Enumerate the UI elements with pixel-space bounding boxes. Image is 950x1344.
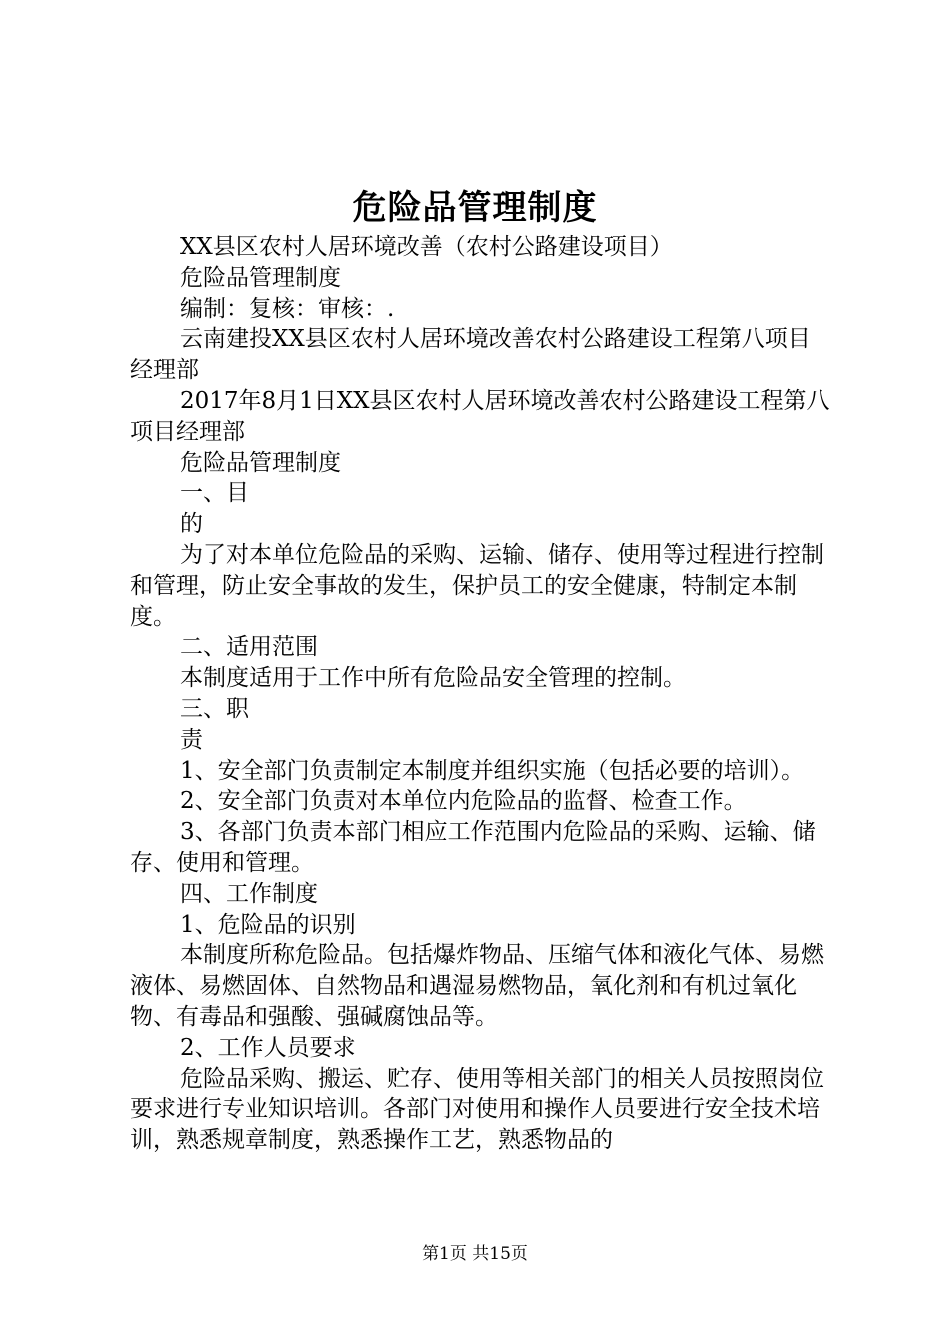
section-heading: 二、适用范围 <box>180 634 318 661</box>
paragraph: 本制度适用于工作中所有危险品安全管理的控制。 <box>180 665 686 692</box>
page-number: 第1页 共15页 <box>422 1244 528 1264</box>
list-item: 2、安全部门负责对本单位内危险品的监督、检查工作。 <box>180 788 747 815</box>
paragraph: 为了对本单位危险品的采购、运输、储存、使用等过程进行控制和管理，防止安全事故的发生，保护员工的安全健康，特制定本制度。 <box>130 541 824 630</box>
subsection-heading: 2、工作人员要求 <box>180 1034 356 1061</box>
section-heading: 四、工作制度 <box>180 880 318 907</box>
section-heading: 责 <box>180 726 203 753</box>
paragraph: 2017年8月1日XX县区农村人居环境改善农村公路建设工程第八项目经理部 <box>130 387 830 445</box>
paragraph: 危险品管理制度 <box>180 449 341 476</box>
list-item: 3、各部门负责本部门相应工作范围内危险品的采购、运输、储存、使用和管理。 <box>130 819 816 876</box>
subsection-heading: 1、危险品的识别 <box>180 911 356 938</box>
section-heading: 一、目 <box>180 480 249 507</box>
document-body <box>130 232 830 1156</box>
paragraph: 编制：复核：审核：. <box>180 295 395 322</box>
page-title: 危险品管理制度 <box>352 188 598 228</box>
paragraph: 危险品采购、搬运、贮存、使用等相关部门的相关人员按照岗位要求进行专业知识培训。各部门对使用和操作人员要进行安全技术培训，熟悉规章制度，熟悉操作工艺，熟悉物品的 <box>130 1065 824 1154</box>
paragraph: 云南建投XX县区农村人居环境改善农村公路建设工程第八项目经理部 <box>130 326 811 384</box>
section-heading: 的 <box>180 511 203 538</box>
paragraph: 危险品管理制度 <box>180 264 341 291</box>
section-heading: 三、职 <box>180 695 249 722</box>
list-item: 1、安全部门负责制定本制度并组织实施（包括必要的培训）。 <box>180 757 805 784</box>
paragraph: 本制度所称危险品。包括爆炸物品、压缩气体和液化气体、易燃液体、易燃固体、自然物品和遇湿易燃物品，氧化剂和有机过氧化物、有毒品和强酸、强碱腐蚀品等。 <box>130 942 824 1030</box>
paragraph: XX县区农村人居环境改善（农村公路建设项目） <box>180 234 673 260</box>
